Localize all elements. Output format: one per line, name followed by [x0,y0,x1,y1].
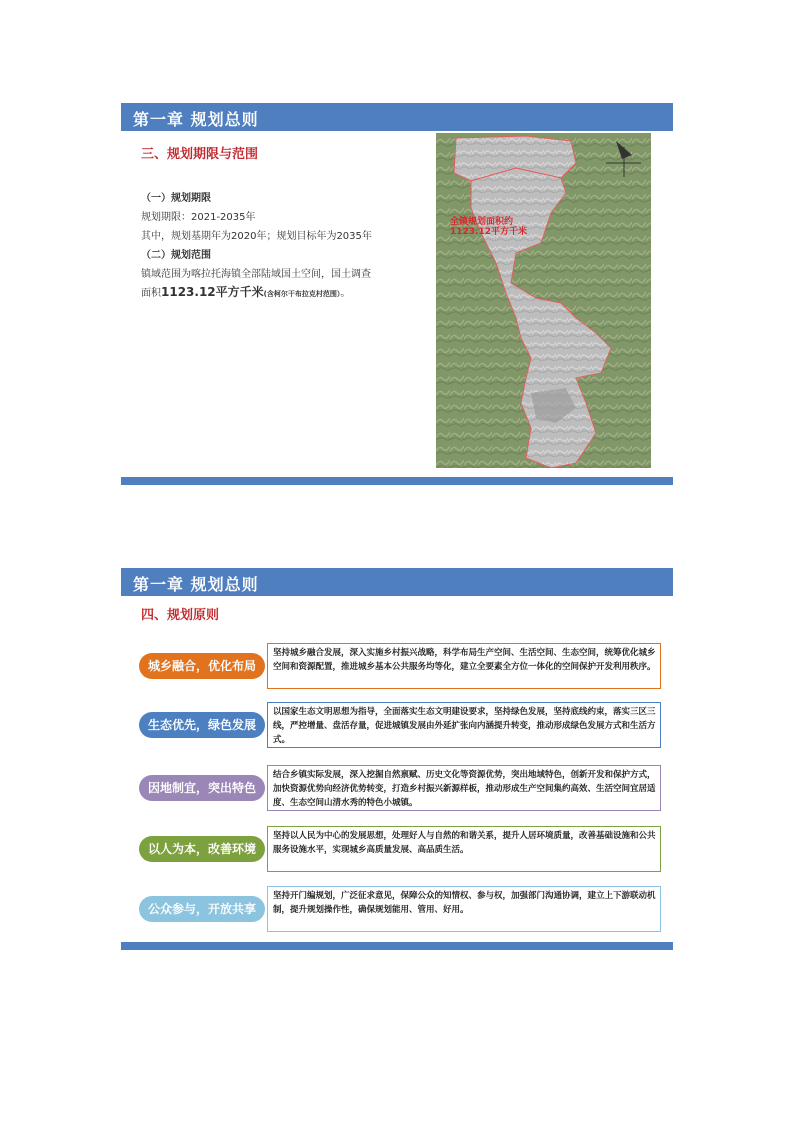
map-label-line2: 1123.12平方千米 [450,227,527,237]
principle-box [267,702,661,748]
slide-footer-bar [121,477,673,485]
slide-planning-principles [121,568,673,952]
area-line [141,283,350,300]
chapter-title: 第一章 规划总则 [133,575,259,594]
principle-item [139,765,664,811]
chapter-title: 第一章 规划总则 [133,110,259,129]
period-line: 规划期限：2021-2035年 [141,212,256,223]
principle-text: 坚持开门编规划，广泛征求意见，保障公众的知情权、参与权，加强部门沟通协调，建立上下游联动机制，提升规划操作性，确保规划能用、管用、好用。 [273,891,656,915]
principle-text: 以国家生态文明思想为指导，全面落实生态文明建设要求，坚持绿色发展，坚持底线约束，落实三区三线，严控增量、盘活存量，促进城镇发展由外延扩张向内涵提升转变，推动形成绿色发展方式和生活方式。 [273,707,656,745]
principle-name: 以人为本，改善环境 [139,836,265,862]
principle-box [267,765,661,811]
section-title: 三、规划期限与范围 [141,147,259,162]
area-value: 1123.12平方千米 [161,285,264,299]
slide-planning-scope [121,103,673,487]
principle-name: 公众参与，开放共享 [139,896,265,922]
base-year-line: 其中，规划基期年为2020年；规划目标年为2035年 [141,231,372,242]
principle-box [267,886,661,932]
subheading-scope: （二）规划范围 [141,250,211,261]
subheading-period: （一）规划期限 [141,193,211,204]
map-label-line1: 全镇规划面积约 [450,217,514,227]
area-prefix: 面积 [141,288,161,299]
chapter-header [121,568,673,596]
principle-name: 城乡融合，优化布局 [139,653,265,679]
principle-item [139,886,664,932]
principle-box [267,643,661,689]
principle-item [139,643,664,689]
principle-box [267,826,661,872]
terrain-map-graphic [436,133,651,468]
map-area-label [450,217,527,237]
scope-line: 镇域范围为喀拉托海镇全部陆域国土空间，国土调查 [141,269,371,280]
principle-name: 因地制宜，突出特色 [139,775,265,801]
township-map [436,133,651,468]
area-end: 。 [340,288,351,299]
principle-text: 结合乡镇实际发展，深入挖掘自然禀赋、历史文化等资源优势，突出地域特色，创新开发和保护方式，加快资源优势向经济优势转变，打造乡村振兴新源样板，推动形成生产空间集约高效、生活空间宜居适度、生态空间山清水秀的特色小城镇。 [273,770,656,808]
principle-text: 坚持城乡融合发展，深入实施乡村振兴战略，科学布局生产空间、生活空间、生态空间，统筹优化城乡空间和资源配置，推进城乡基本公共服务均等化，建立全要素全方位一体化的空间保护开发利用秩序。 [273,648,656,672]
area-note: (含柯尔干布拉克村范围） [263,290,341,298]
principle-text: 坚持以人民为中心的发展思想，处理好人与自然的和谐关系，提升人居环境质量，改善基础设施和公共服务设施水平，实现城乡高质量发展、高品质生活。 [273,831,656,855]
slide-footer-bar [121,942,673,950]
principle-item [139,702,664,748]
section-title: 四、规划原则 [141,608,220,623]
principle-item [139,826,664,872]
chapter-header [121,103,673,131]
principle-name: 生态优先，绿色发展 [139,712,265,738]
